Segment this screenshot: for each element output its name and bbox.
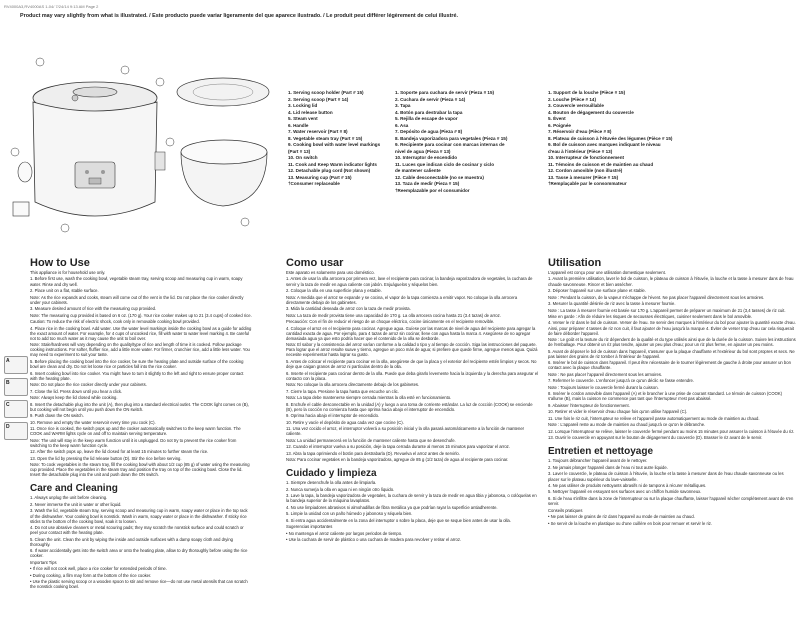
- paragraph: Note : Ne pas placer l'appareil directement sous les armoires.: [548, 371, 663, 377]
- english-column: [30, 257, 252, 591]
- paragraph: 11. Una vez cocido el arroz, el interruptor volverá a su posición inicial y la olla pasará automáticamente a la función de mantener caliente.: [286, 426, 525, 437]
- paragraph: Important Tips: [30, 559, 57, 565]
- measuring-cup: [13, 202, 29, 216]
- paragraph: This appliance is for household use only.: [30, 270, 106, 275]
- steam-vent: [72, 95, 78, 101]
- paragraph: 6. Si de l'eau s'infiltre dans la zone de l'interrupteur ou sur la plaque chauffante, laisser l'appareil sécher complètement avant de s'en servir.: [548, 495, 794, 507]
- paragraph: 6. Inserte el recipiente para cocinar dentro de la olla. Puede que deba girarlo levemente hacia la izquierda y la derecha para asegurar el contacto con la placa.: [286, 370, 539, 381]
- paragraph: 1. Toujours débrancher l'appareil avant de le nettoyer.: [548, 458, 648, 464]
- paragraph: Note: Always keep the lid closed while cooking.: [30, 395, 118, 401]
- part-item: 8. Bandeja vaporizadora para vegetales (Pieza # 15): [395, 135, 508, 141]
- part-item: 1. Soporte para cuchara de servir (Pieza # 15): [395, 90, 495, 95]
- paragraph: 11. Une fois le riz cuit, l'interrupteur se relève et l'appareil passe automatiquement au mode de maintien au chaud.: [548, 415, 760, 421]
- paragraph: 6. Si entra agua accidentalmente en la zona del interruptor o sobre la placa, deje que se seque bien antes de usar la olla.: [286, 517, 511, 523]
- paragraph: 10. Retirer et vider le réservoir d'eau chaque fois qu'on utilise l'appareil (C).: [548, 409, 688, 415]
- paragraph: 5. Antes de colocar el recipiente para cocinar en la olla, asegúrese de que la placa y el exterior del recipiente estén limpios y secos. No deje que caigan granos de arroz ni partículas dentro de la olla.: [286, 358, 537, 370]
- part-item: 5. Steam vent: [288, 116, 318, 121]
- lid-handle: [73, 87, 117, 97]
- water-reservoir: [155, 152, 165, 170]
- part-item: 4. Bouton de dégagement du couvercle: [548, 109, 634, 115]
- paragraph: • No mantenga el arroz caliente por largos periodos de tiempo.: [286, 530, 403, 536]
- step-illustration-a: A: [4, 356, 28, 374]
- part-item: 8. Plateau de cuisson à l'étuvée des légumes (Pièce # 15): [548, 135, 673, 141]
- paragraph: 3. Mesurer la quantité désirée de riz avec la tasse à mesurer fournie.: [548, 301, 676, 307]
- part-item: 2. Cuchara de servir (Pieza # 14): [395, 96, 466, 102]
- paragraph: Nota: La tapa debe mantenerse siempre cerrada mientras la olla esté en funcionamiento.: [286, 395, 452, 401]
- paragraph: 2. Déposer l'appareil sur une surface plane et stable.: [548, 288, 646, 294]
- paragraph: 3. Mida la cantidad deseada de arroz con la taza de medir provista.: [286, 306, 411, 312]
- paragraph: Note : La tasse à mesurer fournie est basée sur 170 g. L'appareil permet de préparer un maximum de 21 (3,4 tasses) de riz cuit.: [548, 307, 786, 313]
- care-instructions: [286, 480, 540, 542]
- paragraph: 2. Coloque la olla en una superficie plana y estable.: [286, 288, 382, 294]
- step-illustrations: [4, 356, 28, 444]
- instructions: [30, 270, 252, 477]
- paragraph: Note: The measuring cup provided is based on 6 oz. (170 g). Your rice cooker makes up to 21 (3.4 cups) of cooked rice.: [30, 312, 252, 318]
- paragraph: Note : Toujours laisser le couvercle fermé durant la cuisson.: [548, 384, 659, 390]
- paragraph: 13. Abra la tapa oprimiendo el botón para destrabarla (D). Revuelva el arroz antes de servirlo.: [286, 450, 460, 456]
- part-item: 2. Serving scoop (Part # 14): [288, 96, 349, 102]
- part-item: 6. Handle: [288, 122, 309, 128]
- product-illustration: [5, 52, 277, 248]
- paragraph: Mise en garde : Afin de réduire les risques de secousses électriques, cuisiner seulement dans le bol amovible.: [548, 314, 753, 319]
- care-title: Entretien et nettoyage: [548, 446, 654, 458]
- part-item: 3. Tapa: [395, 103, 411, 108]
- paragraph: 6. Insérer le bol de cuisson dans l'appareil. Il peut être nécessaire de le tourner légèrement de gauche à droite pour assurer un bon contact avec la plaque chauffante.: [548, 360, 791, 371]
- part-item: 11. Luces que indican ciclo de cocinar y ciclo de mantener caliente: [395, 161, 495, 173]
- paragraph: 1. Siempre desenchufe la olla antes de limpiarla.: [286, 480, 377, 486]
- steam-tray: [177, 78, 269, 106]
- part-item: †Consumer replaceable: [288, 181, 340, 186]
- part-item: 6. Asa: [395, 122, 409, 128]
- part-item: 10. On switch: [288, 155, 318, 160]
- paragraph: 12. After the switch pops up, leave the lid closed for at least 15 minutes to further steam the rice.: [30, 449, 209, 455]
- instructions: [548, 270, 796, 440]
- paragraph: 6. If water accidentally gets into the switch area or onto the heating plate, allow to dry thoroughly before using the rice cooker.: [30, 548, 248, 559]
- part-item: 8. Vegetable steam tray (Part # 15): [288, 135, 363, 141]
- spanish-column: [286, 257, 540, 544]
- paragraph: 4. Do not use abrasive cleaners or metal scouring pads; they may scratch the nonstick surface and could scratch or peel your contact with the heating plate.: [30, 525, 244, 536]
- paragraph: 10. Retire y vacíe el depósito de agua cada vez que cocine (C).: [286, 419, 404, 425]
- paragraph: 3. Lave la tapa, la bandeja vaporizadora de vegetales, la cuchara de servir y la taza de medir en agua tibia y jabonosa, o colóquelas en la bandeja superior de la máquina lavaplatos.: [286, 493, 537, 504]
- part-item: 11. Cook and Keep Warm indicator lights: [288, 161, 377, 167]
- paragraph: Este aparato es solamente para uso doméstico.: [286, 270, 375, 275]
- paragraph: Note : Pendant la cuisson, de la vapeur s'échappe de l'évent. Ne pas placer l'appareil directement sous les armoires.: [548, 294, 765, 300]
- paragraph: Note : L'appareil reste au mode de maintien au chaud jusqu'à ce qu'on le débranche.: [548, 422, 706, 428]
- paragraph: • If rice will not cook well, place a rice cooker for extended periods of time.: [30, 566, 167, 572]
- care-title: Cuidado y limpieza: [286, 468, 377, 480]
- paragraph: 13. Open the lid by pressing the lid release button (D). Stir the rice before serving.: [30, 455, 182, 461]
- paragraph: 12. Cuando el interruptor vuelva a su posición, deje la tapa cerrada durante al menos 15 minutos para vaporizar el arroz.: [286, 444, 510, 450]
- paragraph: Nota: Para cocinar vegetales en la bandeja vaporizadora, agregue de 85 g (1/2 taza) de agua al recipiente para cocinar.: [286, 457, 509, 463]
- paragraph: 9. Oprima hacia abajo el interruptor de encendido.: [286, 413, 380, 419]
- paragraph: Sugerencias importantes: [286, 524, 333, 530]
- paragraph: 4. Ne pas utiliser de produits nettoyants abrasifs ni de tampons à récurer métalliques.: [548, 482, 707, 488]
- part-item: 12. Cordon amovible (non illustré): [548, 168, 623, 173]
- part-item: 12. Detachable plug cord (Not shown): [288, 168, 371, 173]
- paragraph: Note: Stale/hardness will vary depending on the quality/type of rice and length of time it is cooked. Follow package cooking instructions. For softer, fluffier rice, add a little more water. For firmer, crunchier rice, add a little less water. You may need to experiment to suit your taste.: [30, 342, 250, 358]
- paragraph: 7. Close the lid. Press down until you hear a click.: [30, 388, 123, 394]
- paragraph: Nota: La taza de medir provista tiene una capacidad de 170 g. La olla arrocera cocina hasta 21 (3.4 tazas) de arroz.: [286, 312, 501, 318]
- paragraph: Note: As the rice expands and cooks, steam will come out of the vent in the lid. Do not place the rice cooker directly under your cabinets.: [30, 294, 244, 305]
- step-illustration-c: C: [4, 400, 28, 418]
- cook-light: [85, 170, 89, 174]
- part-item: †Remplaçable par le consommateur: [548, 181, 627, 186]
- paragraph: 8. Insert the detachable plug into the unit (A), then plug into a standard electrical outlet. The COOK light comes on (B), but cooking will not begin until you push down the ON switch.: [30, 401, 249, 412]
- paragraph: 9. Push down the ON switch.: [30, 413, 84, 419]
- paragraph: Conseils pratiques: [548, 507, 583, 513]
- paragraph: • Ne pas laisser de grains de riz dans l'appareil au mode de maintien au chaud.: [548, 514, 695, 520]
- paragraph: 5. Nettoyer l'appareil en essuyant ses surfaces avec un chiffon humide savonneux.: [548, 489, 702, 495]
- care-title: Care and Cleaning: [30, 483, 118, 495]
- parts-list-english: [288, 90, 388, 188]
- paragraph: 4. No use limpiadores abrasivos ni almohadillas de fibra metálica ya que podrían rayar la superficie antiadherente.: [286, 504, 498, 510]
- on-switch: [89, 178, 101, 184]
- paragraph: • Use la cuchara de servir de plástico o una cuchara de madera para revolver y retirar el arroz.: [286, 537, 462, 543]
- part-item: 13. Tasse à mesurer (Pièce # 15): [548, 174, 619, 180]
- paragraph: Nota: A medida que el arroz se expande y se cocina, el vapor de la tapa comienza a emitir vapor. No coloque la olla arrocera directamente debajo de los gabinetes.: [286, 294, 518, 305]
- part-item: 5. Rejilla de escape de vapor: [395, 116, 458, 121]
- warm-light: [101, 170, 105, 174]
- part-item: 1. Support de la louche (Pièce # 15): [548, 90, 626, 95]
- part-item: 13. Taza de medir (Pieza # 15): [395, 181, 460, 186]
- part-item: 9. Recipiente para cocinar con marcas internas de nivel de agua (Pieza # 13): [395, 142, 505, 154]
- part-item: 10. Interruptor de encendido: [395, 155, 458, 160]
- paragraph: 11. Once rice is cooked, the switch pops up and the cooker automatically switches to the keep warm function. The COOK and WARM lights cycle on and off to maintain serving temperature.: [30, 426, 241, 437]
- paragraph: 6. Insert cooking bowl into rice cooker. You might have to turn it slightly to the left and right to ensure proper contact with the heating plate.: [30, 370, 244, 381]
- paragraph: L'appareil est conçu pour une utilisation domestique seulement.: [548, 270, 666, 275]
- section-title: Como usar: [286, 257, 344, 269]
- product-notice: Product may vary slightly from what is illustrated. / Este producto puede variar ligeramente del que aparece ilustrado. / Le produit peut différer légèrement de celui illustré.: [20, 13, 458, 19]
- paragraph: 4. Verser le riz dans le bol de cuisson. Verser de l'eau. Se servir des marques à l'intérieur du bol pour ajouter la quantité exacte d'eau. Ainsi, pour préparer 4 tasses de riz non cuit, il faut ajouter de l'eau jusqu'à la marque 4. Éviter de verser trop d'eau car cela risquerait de faire déborder l'appareil.: [548, 320, 796, 336]
- part-item: 7. Depósito de agua (Pieza # 8): [395, 129, 463, 134]
- section-title: How to Use: [30, 257, 90, 269]
- paragraph: 2. Never immerse the unit in water or other liquid.: [30, 501, 122, 507]
- care-instructions: [548, 458, 796, 525]
- instructions: [286, 270, 540, 462]
- cooker-body: [33, 102, 157, 216]
- part-item: 7. Water reservoir (Part # 8): [288, 129, 348, 134]
- paragraph: 5. Avant de déposer le bol de cuisson dans l'appareil, s'assurer que la plaque chauffante et l'extérieur du bol sont propres et secs. Ne pas laisser des grains de riz tomber à l'intérieur de l'appareil.: [548, 348, 795, 359]
- paragraph: Nota: La unidad permanecerá en la función de mantener caliente hasta que se desenchufe.: [286, 437, 456, 443]
- parts-list-spanish: [395, 90, 515, 194]
- part-item: 5. Évent: [548, 116, 566, 121]
- part-item: 2. Louche (Pièce # 14): [548, 96, 596, 102]
- paragraph: Note: The unit will stay in the keep warm function until it is unplugged. Do not try to prevent the rice cooker from switching to the keep warm function cycle.: [30, 437, 237, 448]
- paragraph: Note: To cook vegetables in the steam tray, fill the cooking bowl with about 1/2 cup (85 g) of water using the measuring cup provided. Place the vegetables in the steam tray and position the tray on top of the cooking bowl. Close the lid. Insert the detachable plug into the unit and push down the ON switch.: [30, 462, 250, 478]
- paragraph: Note : Le goût et la texture du riz dépendent de la qualité et du type utilisés ainsi que de la durée de la cuisson. Suivre les instructions de l'emballage. Pour obtenir un riz plus tendre, ajouter un peu plus d'eau; pour un riz plus ferme, en ajouter un peu moins.: [548, 337, 796, 348]
- paragraph: 7. Cierre la tapa. Presione la tapa hasta que escuche un clic.: [286, 388, 399, 394]
- paragraph: 4. Place rice in the cooking bowl. Add water. Use the water level markings inside the cooking bowl as a guide for adding the exact amount of water. For example, for 4 cups of uncooked rice, fill with water to water level marking 4. Be careful not to add too much water as it may cause the unit to boil over.: [30, 325, 252, 341]
- paragraph: • Se servir de la louche en plastique ou d'une cuillère en bois pour remuer et servir le riz.: [548, 520, 713, 526]
- part-item: 9. Bol de cuisson avec marques indiquant le niveau d'eau à l'intérieur (Pièce # 13): [548, 142, 661, 154]
- paragraph: Precaución: Con el fin de reducir el riesgo de un choque eléctrico, cocine únicamente en el recipiente removible.: [286, 319, 495, 325]
- part-item: 6. Poignée: [548, 122, 571, 128]
- paragraph: 10. Remove and empty the water reservoir every time you cook (C).: [30, 419, 156, 425]
- paragraph: 5. Clean the unit. Clean the unit by wiping the inside and outside surfaces with a damp soapy cloth and drying thoroughly.: [30, 536, 233, 547]
- paragraph: 3. Laver le couvercle, le plateau de cuisson à l'étuvée, la louche et la tasse à mesurer dans de l'eau chaude savonneuse ou les placer sur le plateau supérieur du lave-vaisselle.: [548, 471, 784, 482]
- paragraph: 3. Measure desired amount of rice with the measuring cup provided.: [30, 306, 157, 312]
- paragraph: • Use the plastic serving scoop or a wooden spoon to stir and remove rice—do not use metal utensils that can scratch the nonstick cooking bowl.: [30, 579, 248, 590]
- part-item: 4. Botón para destrabar la tapa: [395, 109, 463, 115]
- part-item: 13. Measuring cup (Part # 15): [288, 174, 352, 180]
- part-item: 3. Locking lid: [288, 103, 318, 108]
- paragraph: Caution: To reduce the risk of electric shock, cook only in removable cooking bowl provided.: [30, 319, 200, 325]
- paragraph: 8. Enchufe el cable desconectable en la unidad (A) y luego a una toma de corriente estándar. La luz de cocción (COOK) se enciende (B), pero la cocción no comienza hasta que oprima hacia abajo el interruptor de encendido.: [286, 401, 533, 412]
- paragraph: 2. Place unit on a flat, stable surface.: [30, 288, 99, 294]
- section-title: Utilisation: [548, 257, 602, 269]
- part-item: 4. Lid release button: [288, 109, 333, 115]
- paragraph: 1. Avant la première utilisation, laver le bol de cuisson, le plateau de cuisson à l'étuvée, la louche et la tasse à mesurer dans de l'eau chaude savonneuse. Rincer et bien assécher.: [548, 276, 794, 287]
- part-item: 1. Serving scoop holder (Part # 15): [288, 90, 364, 95]
- paragraph: 2. Ne jamais plonger l'appareil dans de l'eau ni tout autre liquide.: [548, 464, 668, 470]
- paragraph: 7. Refermer le couvercle. L'enfoncer jusqu'à ce qu'un déclic se fasse entendre.: [548, 378, 695, 384]
- paragraph: 12. Lorsque l'interrupteur se relève, laisser le couvercle fermé pendant au moins 15 minutes pour assurer la cuisson à l'étuvée du riz.: [548, 428, 795, 434]
- print-header: RV4000A3,RV4000AS 1-04/ 7/24/14 9:13 AM Page 2: [4, 4, 99, 9]
- serving-scoop: [18, 162, 32, 182]
- part-item: 10. Interrupteur de fonctionnement: [548, 155, 625, 160]
- paragraph: 3. Wash the lid, vegetable steam tray, serving scoop and measuring cup in warm, soapy water or place in the top rack of the dishwasher. Your cooking bowl is nonstick. Wash in warm, soapy water or place in the dishwasher. If sticky rice sticks to the bottom of the cooking bowl, soak it to loosen.: [30, 508, 248, 524]
- paragraph: 1. Before first use, wash the cooking bowl, vegetable steam tray, serving scoop and measuring cup in warm, soapy water. Rinse and dry well.: [30, 276, 243, 287]
- paragraph: 5. Before placing the cooking bowl into the rice cooker, be sure the heating plate and outside surface of the cooking bowl are clean and dry. Do not let loose rice or particles fall into the rice cooker.: [30, 358, 244, 370]
- paragraph: Note: Do not place the rice cooker directly under your cabinets.: [30, 382, 147, 388]
- step-illustration-d: D: [4, 422, 28, 440]
- step-illustration-b: B: [4, 378, 28, 396]
- paragraph: Nota: El sabor y la consistencia del arroz varían conforme a la calidad o tipo y al tiempo de cocción. Siga las instrucciones del paquete. Para lograr que el arroz resulte suave y tierno, agregue un poco más de agua; si prefiere que quede firme, agregue menos agua. Quizá necesite experimentar hasta lograr su gusto.: [286, 342, 538, 358]
- paragraph: 2. Nunca sumerja la olla en agua ni en ningún otro líquido.: [286, 486, 395, 492]
- care-instructions: [30, 495, 252, 589]
- paragraph: 9. Abaisser l'interrupteur de fonctionnement.: [548, 402, 630, 408]
- part-item: 11. Témoins de cuisson et de maintien au chaud: [548, 161, 654, 167]
- part-item: 3. Couvercle verrouillable: [548, 103, 604, 108]
- french-column: [548, 257, 796, 527]
- paragraph: 5. Limpie la unidad con un paño húmedo y jabonoso y séquela bien.: [286, 511, 413, 517]
- paragraph: Nota: No coloque la olla arrocera directamente debajo de los gabinetes.: [286, 382, 420, 388]
- paragraph: 1. Antes de usar la olla arrocera por primera vez, lave el recipiente para cocinar, la bandeja vaporizadora de vegetales, la cuchara de servir y la taza de medir en agua caliente con jabón. Enjuáguelos y séquelos bien.: [286, 276, 533, 287]
- part-item: †Reemplazable por el consumidor: [395, 187, 470, 193]
- paragraph: • During cooking, a film may form at the bottom of the rice cooker.: [30, 572, 152, 578]
- part-item: 7. Réservoir d'eau (Pièce # 8): [548, 129, 612, 134]
- paragraph: 13. Ouvrir le couvercle en appuyant sur le bouton de dégagement du couvercle (D). Brasser le riz avant de le servir.: [548, 435, 763, 441]
- part-item: 9. Cooking bowl with water level markings (Part # 13): [288, 142, 381, 154]
- parts-list-french: [548, 90, 678, 188]
- paragraph: 1. Always unplug the unit before cleaning.: [30, 495, 108, 501]
- paragraph: 4. Coloque el arroz en el recipiente para cocinar. Agregue agua. Guíese por las marcas de nivel de agua del recipiente para agregar la cantidad exacta de agua. Por ejemplo, para 4 tazas de arroz sin cocinar, llene con agua hasta la marca 4. Asegúrese de no agregar demasiada agua ya que esto podría hacer que el contenido de la olla se desborde.: [286, 325, 536, 341]
- part-item: 12. Cable desconectable (no se muestra): [395, 174, 484, 180]
- paragraph: 8. Insérer le cordon amovible dans l'appareil (A) et le brancher à une prise de courant standard. Le témoin de cuisson (COOK) s'allume (B), mais la cuisson ne commence pas tant que l'interrupteur n'est pas abaissé.: [548, 391, 783, 402]
